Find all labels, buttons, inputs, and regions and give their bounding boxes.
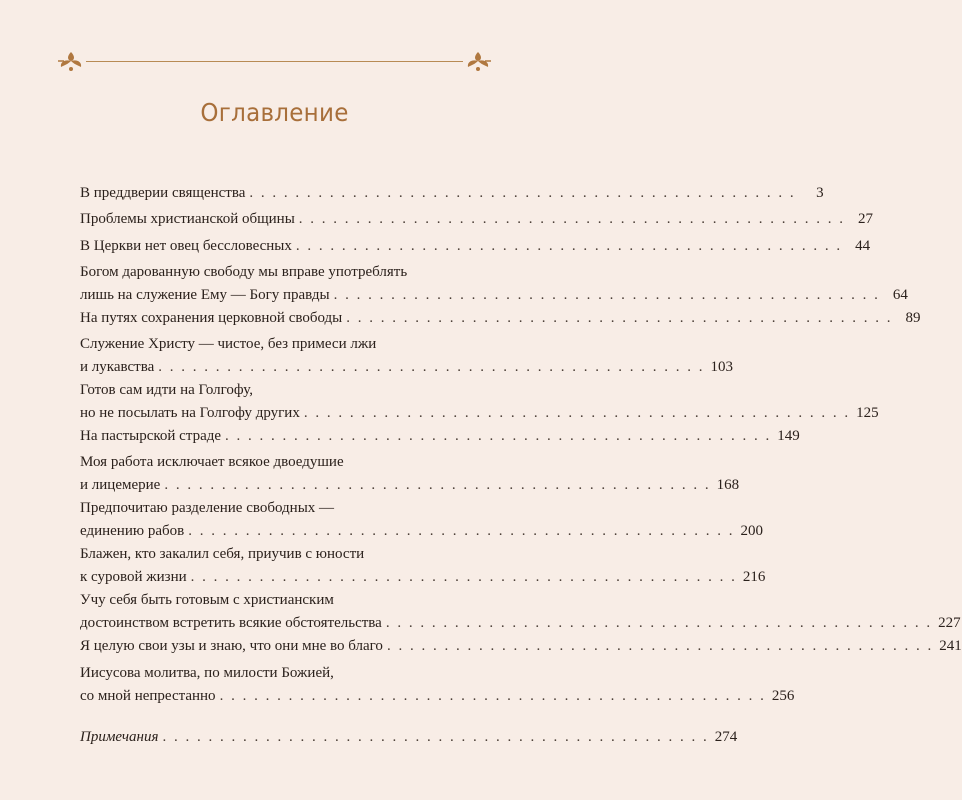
toc-page-number: 3 [816,185,824,201]
toc-page-number: 227 [938,614,961,631]
leader-dots: . . . . . . . . . . . . . . . . . . . . . . . . . . . . . . . . . . . . . . . . . . . . . . . . [298,211,846,227]
leader-dots: . . . . . . . . . . . . . . . . . . . . . . . . . . . . . . . . . . . . . . . . . . . . . . . . [303,404,851,421]
leader-dots: . . . . . . . . . . . . . . . . . . . . . . . . . . . . . . . . . . . . . . . . . . . . . . . . [219,687,766,704]
toc-page-number: 27 [858,211,874,227]
toc-entry-title: Учу себя быть готовым с христианским [80,592,334,608]
toc-entry-title: Проблемы христианской общины [80,211,295,227]
leader-dots: . . . . . . . . . . . . . . . . . . . . . . . . . . . . . . . . . . . . . . . . . . . . . . . . [385,614,933,631]
leader-dots: . . . . . . . . . . . . . . . . . . . . . . . . . . . . . . . . . . . . . . . . . . . . . . . . [164,476,711,493]
toc-entry-title-cont: к суровой жизни [80,568,187,585]
toc-entry[interactable] [80,589,961,634]
toc-entry-title-cont: и лицемерие [80,476,161,493]
header-ornament [56,48,493,74]
toc-entry[interactable] [80,543,766,588]
toc-notes-title: Примечания [80,729,159,745]
toc-entry-title: Я целую свои узы и знаю, что они мне во благо [80,638,383,654]
leader-dots: . . . . . . . . . . . . . . . . . . . . . . . . . . . . . . . . . . . . . . . . . . . . . . . . [249,185,796,201]
toc-entry-title-cont: но не посылать на Голгофу других [80,404,300,421]
leader-dots: . . . . . . . . . . . . . . . . . . . . . . . . . . . . . . . . . . . . . . . . . . . . . . . . [333,286,880,303]
toc-entry-title: Предпочитаю разделение свободных — [80,500,335,516]
toc-entry-title: В Церкви нет овец бессловесных [80,238,292,254]
toc-entry-title-cont: и лукавства [80,358,155,375]
toc-entry[interactable] [80,235,871,258]
toc-entry[interactable] [80,635,962,658]
toc-entry[interactable] [80,333,733,378]
toc-page-number: 64 [892,286,908,303]
leader-dots: . . . . . . . . . . . . . . . . . . . . . . . . . . . . . . . . . . . . . . . . . . . . . . . . [346,310,893,326]
fleuron-icon [56,48,86,74]
toc-entry-title: На путях сохранения церковной свободы [80,310,343,326]
toc-page-number: 274 [714,729,738,745]
toc-entry-title-cont: достоинством встретить всякие обстоятельства [80,614,382,631]
toc-entry-title: Богом дарованную свободу мы вправе употреблять [80,264,408,280]
toc-entry-title: На пастырской страде [80,428,222,444]
toc-page-number: 89 [905,310,921,326]
leader-dots: . . . . . . . . . . . . . . . . . . . . . . . . . . . . . . . . . . . . . . . . . . . . . . . . [386,638,934,654]
toc-entry[interactable] [80,307,921,330]
toc-entry-notes[interactable] [80,726,738,749]
toc-page-number: 125 [856,404,879,421]
toc-entry-title: Иисусова молитва, по милости Божией, [80,665,334,681]
leader-dots: . . . . . . . . . . . . . . . . . . . . . . . . . . . . . . . . . . . . . . . . . . . . . . . . [225,428,772,444]
toc-entry[interactable] [80,208,874,231]
leader-dots: . . . . . . . . . . . . . . . . . . . . . . . . . . . . . . . . . . . . . . . . . . . . . . . . [158,358,705,375]
toc-page-number: 44 [855,238,871,254]
toc-entry-title-cont: со мной непрестанно [80,687,216,704]
toc-page-number: 241 [939,638,962,654]
toc-entry-title: Моя работа исключает всякое двоедушие [80,454,344,470]
toc-page-number: 168 [716,476,740,493]
toc-entry-title-cont: лишь на служение Ему — Богу правды [80,286,330,303]
toc-entry-title: Блажен, кто закалил себя, приучив с юности [80,546,365,562]
toc-entry[interactable] [80,261,908,306]
toc-entry[interactable] [80,451,740,496]
toc-entry[interactable] [80,497,763,542]
toc-page-number: 256 [771,687,795,704]
leader-dots: . . . . . . . . . . . . . . . . . . . . . . . . . . . . . . . . . . . . . . . . . . . . . . . . [295,238,843,254]
toc-entry-title: В преддверии священства [80,185,246,201]
toc-entry-title: Служение Христу — чистое, без примеси лжи [80,336,377,352]
toc-page-number: 103 [710,358,733,375]
leader-dots: . . . . . . . . . . . . . . . . . . . . . . . . . . . . . . . . . . . . . . . . . . . . . . . . [190,568,737,585]
toc-entry-title-cont: единению рабов [80,522,185,539]
leader-dots: . . . . . . . . . . . . . . . . . . . . . . . . . . . . . . . . . . . . . . . . . . . . . . . . [162,729,709,745]
leader-dots: . . . . . . . . . . . . . . . . . . . . . . . . . . . . . . . . . . . . . . . . . . . . . . . . [188,522,735,539]
toc-page-number: 216 [742,568,766,585]
header-rule [86,61,463,62]
toc-entry[interactable] [80,379,879,424]
toc-page-number: 149 [777,428,800,444]
toc-entry[interactable] [80,662,795,707]
page-title: Оглавление [200,98,349,127]
fleuron-icon [463,48,493,74]
toc-entry[interactable] [80,182,824,205]
toc-page-number: 200 [740,522,763,539]
toc-entry[interactable] [80,425,800,448]
toc-entry-title: Готов сам идти на Голгофу, [80,382,254,398]
